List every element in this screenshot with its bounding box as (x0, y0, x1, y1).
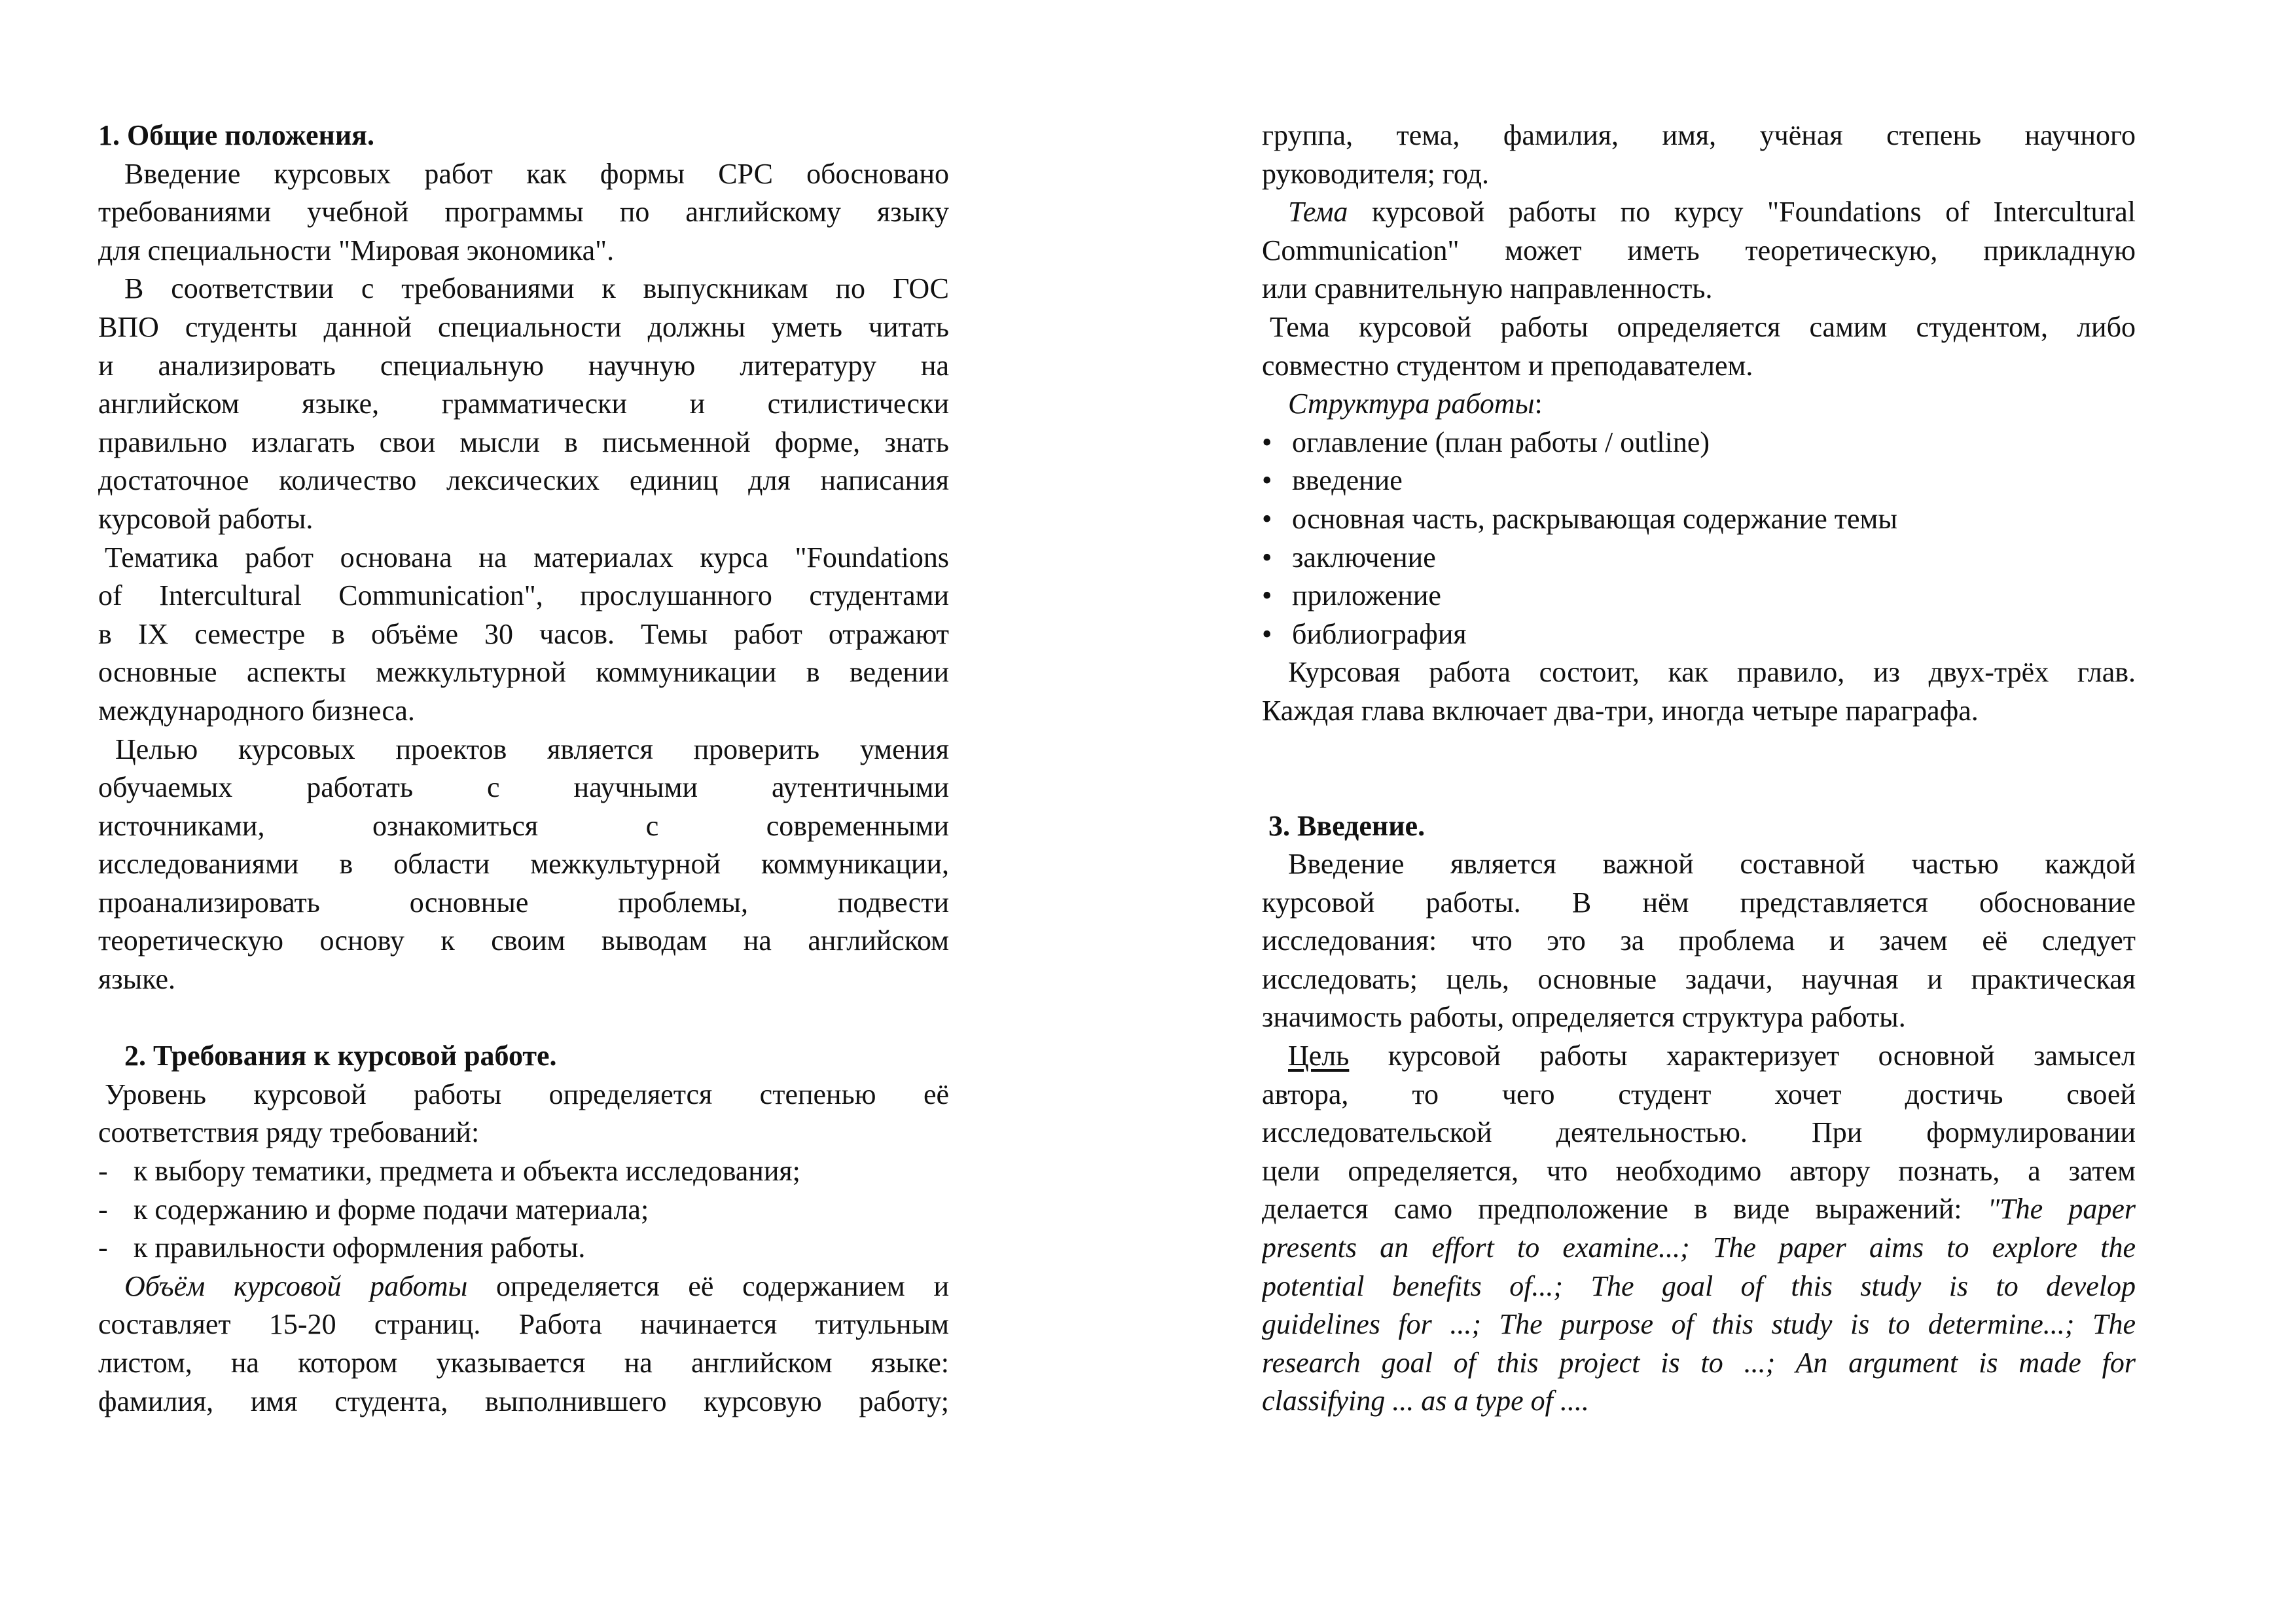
list-item (1262, 500, 2136, 539)
section-3-heading: 3. Введение. (1268, 809, 1426, 842)
text-line: источниками, ознакомиться с современными (98, 809, 949, 842)
text-line: фамилия, имя студента, выполнившего курсовую работу; (98, 1385, 949, 1417)
text-line: цели определяется, что необходимо автору познать, а затем (1262, 1154, 2136, 1187)
text-line: и анализировать специальную научную литературу на (98, 349, 949, 382)
text-line: автора, то чего студент хочет достичь своей (1262, 1078, 2136, 1110)
text-line: правильно излагать свои мысли в письменной форме, знать (98, 426, 949, 458)
list-item-text: заключение (1292, 541, 1436, 574)
text-line: курсовой работы. В нём представляется обоснование (1262, 886, 2136, 919)
text-line: Курсовая работа состоит, как правило, из двух-трёх глав. (1288, 656, 2136, 689)
text-line: составляет 15-20 страниц. Работа начинается титульным (98, 1308, 949, 1341)
text-line: Тема курсовой работы определяется самим студентом, либо (1270, 310, 2136, 343)
volume-term: Объём курсовой работы (124, 1269, 468, 1302)
text-line: руководителя; год. (1262, 157, 1489, 190)
right-column (1262, 117, 2136, 1421)
text-line: языке. (98, 963, 175, 996)
text-line: обучаемых работать с научными аутентичными (98, 771, 949, 804)
text-line (1262, 1190, 2136, 1229)
list-item-text: к правильности оформления работы. (134, 1231, 586, 1264)
spacer (1262, 731, 2136, 807)
example-expression: guidelines for ...; The purpose of this study is to determine...; The (1262, 1308, 2136, 1341)
volume-paragraph (98, 1267, 949, 1421)
text-line (1262, 193, 2136, 232)
section-1-heading: 1. Общие положения. (98, 119, 374, 151)
section-3-paragraph-1 (1262, 845, 2136, 1037)
text-line: достаточное количество лексических единиц для написания (98, 464, 949, 497)
example-expression: potential benefits of...; The goal of this study is to develop (1262, 1269, 2136, 1302)
bullet-icon: • (1262, 426, 1272, 458)
text-line: Введение является важной составной частью каждой (1288, 848, 2136, 881)
dash-marker: - (98, 1193, 108, 1226)
list-item (1262, 577, 2136, 615)
list-item (1262, 539, 2136, 577)
bullet-icon: • (1262, 579, 1272, 612)
text-line: Communication" может иметь теоретическую, прикладную (1262, 234, 2136, 266)
spacer (98, 999, 949, 1038)
theme-defined-paragraph (1262, 308, 2136, 385)
text-line: исследовать; цель, основные задачи, научная и практическая (1262, 962, 2136, 995)
list-item-text: к выбору тематики, предмета и объекта исследования; (134, 1155, 800, 1188)
text-line: проанализировать основные проблемы, подвести (98, 886, 949, 919)
bullet-icon: • (1262, 617, 1272, 650)
text-line: исследовательской деятельностью. При формулировании (1262, 1116, 2136, 1149)
text-line: of Intercultural Communication", прослушанного студентами (98, 579, 949, 612)
list-item-text: приложение (1292, 579, 1441, 612)
section-2-heading: 2. Требования к курсовой работе. (124, 1040, 557, 1072)
text-line: листом, на котором указывается на английском языке: (98, 1347, 949, 1379)
theme-term: Тема (1288, 196, 1348, 228)
list-item-text: к содержанию и форме подачи материала; (134, 1193, 649, 1226)
text-line (98, 1267, 949, 1306)
text-line: для специальности "Мировая экономика". (98, 234, 615, 266)
text-line: группа, тема, фамилия, имя, учёная степень научного (1262, 119, 2136, 151)
structure-list (1262, 424, 2136, 654)
text-line: В соответствии с требованиями к выпускникам по ГОС (124, 272, 949, 305)
goal-term: Цель (1288, 1040, 1350, 1072)
structure-colon: : (1534, 388, 1543, 420)
text-line: курсовой работы. (98, 502, 314, 535)
text-line: международного бизнеса. (98, 694, 415, 727)
list-item (1262, 462, 2136, 500)
list-item (1262, 424, 2136, 462)
section-1-paragraph-2 (98, 270, 949, 538)
text-line: значимость работы, определяется структура работы. (1262, 1001, 1906, 1034)
text-line: Каждая глава включает два-три, иногда четыре параграфа. (1262, 694, 1979, 727)
requirements-list (98, 1152, 949, 1267)
text-line (1262, 1344, 2136, 1383)
text-line: Уровень курсовой работы определяется степенью её (105, 1078, 949, 1110)
text-line: исследования: что это за проблема и зачем её следует (1262, 924, 2136, 957)
list-item-text: введение (1292, 464, 1403, 497)
expressions-quote-start: "The paper (1987, 1193, 2136, 1226)
text-line: ВПО студенты данной специальности должны уметь читать (98, 310, 949, 343)
example-expression: presents an effort to examine...; The paper aims to explore the (1262, 1231, 2136, 1264)
list-item (98, 1191, 949, 1230)
text-line: исследованиями в области межкультурной коммуникации, (98, 848, 949, 881)
text-line (1262, 1037, 2136, 1076)
text-line: в IX семестре в объёме 30 часов. Темы работ отражают (98, 617, 949, 650)
text-line: совместно студентом и преподавателем. (1262, 349, 1753, 382)
title-page-continuation (1262, 117, 2136, 193)
bullet-icon: • (1262, 464, 1272, 497)
list-item (1262, 615, 2136, 654)
text-line: или сравнительную направленность. (1262, 272, 1713, 305)
dash-marker: - (98, 1231, 108, 1264)
text-line: основные аспекты межкультурной коммуникации в ведении (98, 656, 949, 689)
text-line: английском языке, грамматически и стилистически (98, 388, 949, 420)
section-1-paragraph-1 (98, 155, 949, 270)
text-line (1262, 1267, 2136, 1306)
example-expression: research goal of this project is to ...; An argument is made for (1262, 1346, 2136, 1379)
theme-text: курсовой работы по курсу "Foundations of Intercultural (1348, 196, 2136, 228)
list-item-text: библиография (1292, 617, 1467, 650)
section-1-paragraph-4 (98, 731, 949, 999)
structure-heading (1262, 385, 2136, 424)
text-line (1262, 1229, 2136, 1267)
text-line: соответствия ряду требований: (98, 1116, 480, 1149)
expressions-lead: делается само предположение в виде выражений: (1262, 1193, 1988, 1226)
structure-label: Структура работы (1288, 388, 1535, 420)
goal-paragraph (1262, 1037, 2136, 1421)
theme-paragraph (1262, 193, 2136, 308)
bullet-icon: • (1262, 502, 1272, 535)
text-line: теоретическую основу к своим выводам на английском (98, 924, 949, 957)
section-2-intro (98, 1076, 949, 1152)
text-line (1262, 1305, 2136, 1344)
chapters-paragraph (1262, 653, 2136, 730)
text-line: Тематика работ основана на материалах курса "Foundations (105, 541, 949, 574)
list-item (98, 1152, 949, 1191)
text-line: Введение курсовых работ как формы СРС обосновано (124, 157, 949, 190)
list-item (98, 1229, 949, 1267)
text-line (1262, 1382, 2136, 1421)
text-line: Целью курсовых проектов является проверить умения (115, 733, 949, 765)
list-item-text: оглавление (план работы / outline) (1292, 426, 1710, 458)
list-item-text: основная часть, раскрывающая содержание темы (1292, 502, 1897, 535)
bullet-icon: • (1262, 541, 1272, 574)
text-line: требованиями учебной программы по английскому языку (98, 196, 949, 228)
left-column (98, 117, 949, 1421)
goal-text: курсовой работы характеризует основной замысел (1349, 1040, 2136, 1072)
section-1-paragraph-3 (98, 539, 949, 731)
dash-marker: - (98, 1155, 108, 1188)
volume-text: определяется её содержанием и (467, 1269, 949, 1302)
example-expression: classifying ... as a type of .... (1262, 1385, 1589, 1417)
